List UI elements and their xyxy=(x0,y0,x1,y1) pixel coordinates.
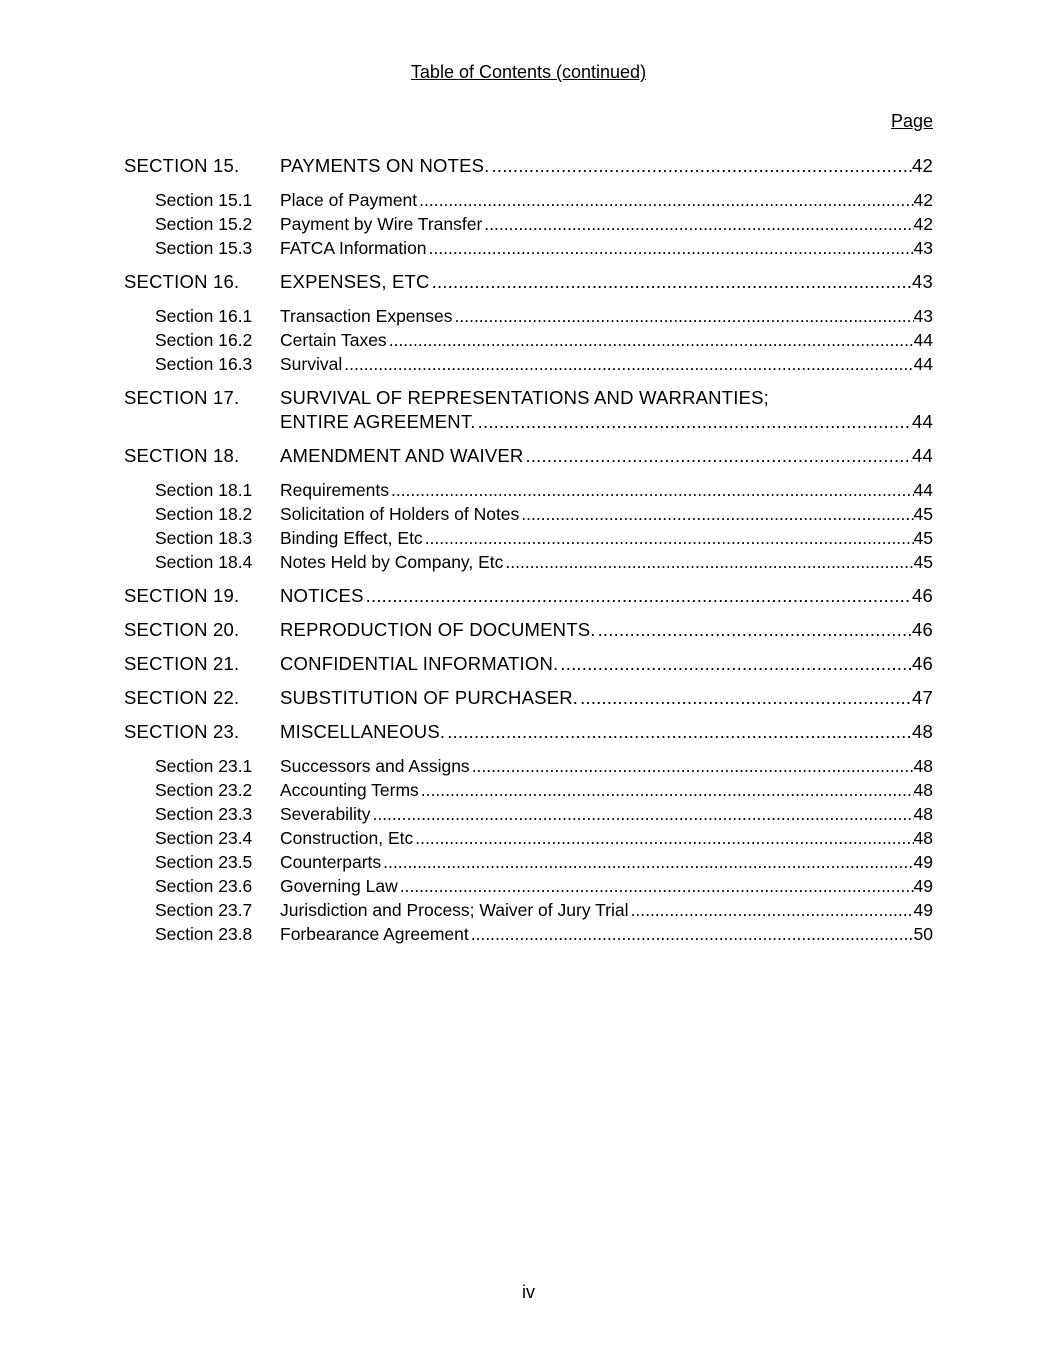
subsection-title: FATCA Information xyxy=(280,238,427,258)
subsection-number: Section 23.2 xyxy=(155,780,253,800)
subsection-number: Section 23.5 xyxy=(155,852,253,872)
page-number: 42 xyxy=(913,190,933,210)
dot-leader xyxy=(484,212,913,236)
dot-leader xyxy=(447,720,912,744)
toc-entry-section-18[interactable] xyxy=(124,444,933,468)
dot-leader xyxy=(344,352,913,376)
dot-leader xyxy=(631,898,914,922)
subsection-number: Section 15.1 xyxy=(155,190,253,210)
dot-leader xyxy=(400,874,914,898)
page-number: 45 xyxy=(913,528,933,548)
toc-entry-section-19[interactable] xyxy=(124,584,933,608)
section-number: SECTION 23. xyxy=(124,721,240,742)
dot-leader xyxy=(415,826,913,850)
section-title: CONFIDENTIAL INFORMATION. xyxy=(280,653,559,674)
subsection-title: Notes Held by Company, Etc xyxy=(280,552,504,572)
subsection-number: Section 18.3 xyxy=(155,528,253,548)
subsection-title: Survival xyxy=(280,354,343,374)
page-number: 42 xyxy=(912,155,933,176)
dot-leader xyxy=(472,754,914,778)
dot-leader xyxy=(598,618,912,642)
subsection-title: Construction, Etc xyxy=(280,828,414,848)
dot-leader xyxy=(432,270,912,294)
subsection-title: Solicitation of Holders of Notes xyxy=(280,504,520,524)
page-number: 43 xyxy=(913,238,933,258)
page-number: 46 xyxy=(912,585,933,606)
section-number: SECTION 17. xyxy=(124,387,240,408)
page-number: 44 xyxy=(913,330,933,350)
toc-entry-section-18-2[interactable] xyxy=(124,502,933,526)
subsection-number: Section 15.3 xyxy=(155,238,253,258)
toc-entry-section-16-2[interactable] xyxy=(124,328,933,352)
toc-entry-section-15-2[interactable] xyxy=(124,212,933,236)
subsection-number: Section 16.3 xyxy=(155,354,253,374)
dot-leader xyxy=(505,550,913,574)
page-number: 42 xyxy=(913,214,933,234)
subsection-number: Section 18.4 xyxy=(155,552,253,572)
subsection-number: Section 23.3 xyxy=(155,804,253,824)
subsection-number: Section 23.1 xyxy=(155,756,253,776)
toc-entry-section-16-1[interactable] xyxy=(124,304,933,328)
page-number: 44 xyxy=(912,445,933,466)
section-number: SECTION 15. xyxy=(124,155,240,176)
dot-leader xyxy=(425,526,914,550)
page-column-header: Page xyxy=(890,111,933,131)
section-title: EXPENSES, ETC xyxy=(280,271,430,292)
page-number: 43 xyxy=(913,306,933,326)
page-number: 48 xyxy=(913,780,933,800)
subsection-title: Accounting Terms xyxy=(280,780,419,800)
section-title: AMENDMENT AND WAIVER xyxy=(280,445,524,466)
table-of-contents xyxy=(124,154,933,946)
subsection-number: Section 23.6 xyxy=(155,876,253,896)
dot-leader xyxy=(389,328,914,352)
subsection-number: Section 16.2 xyxy=(155,330,253,350)
toc-entry-section-18-4[interactable] xyxy=(124,550,933,574)
dot-leader xyxy=(391,478,914,502)
toc-title: Table of Contents (continued) xyxy=(410,62,647,82)
page-number: 48 xyxy=(912,721,933,742)
toc-entry-section-23-6[interactable] xyxy=(124,874,933,898)
page-number: 46 xyxy=(912,653,933,674)
section-number: SECTION 18. xyxy=(124,445,240,466)
page-number: 45 xyxy=(913,552,933,572)
toc-entry-section-21[interactable] xyxy=(124,652,933,676)
toc-entry-section-18-3[interactable] xyxy=(124,526,933,550)
subsection-title: Severability xyxy=(280,804,371,824)
subsection-title: Place of Payment xyxy=(280,190,418,210)
dot-leader xyxy=(455,304,914,328)
subsection-number: Section 23.7 xyxy=(155,900,253,920)
subsection-title: Certain Taxes xyxy=(280,330,387,350)
subsection-title: Payment by Wire Transfer xyxy=(280,214,483,234)
page-number: 46 xyxy=(912,619,933,640)
subsection-title: Jurisdiction and Process; Waiver of Jury Trial xyxy=(280,900,629,920)
footer-page-number: iv xyxy=(522,1282,535,1302)
dot-leader xyxy=(421,778,914,802)
toc-entry-section-15-3[interactable] xyxy=(124,236,933,260)
dot-leader xyxy=(383,850,913,874)
page-number: 43 xyxy=(912,271,933,292)
dot-leader xyxy=(580,686,912,710)
dot-leader xyxy=(419,188,913,212)
toc-entry-section-23-4[interactable] xyxy=(124,826,933,850)
subsection-number: Section 23.8 xyxy=(155,924,253,944)
section-title-line-2: ENTIRE AGREEMENT. xyxy=(280,411,476,432)
page-number: 44 xyxy=(913,354,933,374)
dot-leader xyxy=(471,922,914,946)
page-number: 44 xyxy=(912,411,933,432)
page-number: 48 xyxy=(913,756,933,776)
page-number: 44 xyxy=(913,480,933,500)
subsection-number: Section 18.1 xyxy=(155,480,253,500)
section-title: PAYMENTS ON NOTES. xyxy=(280,155,490,176)
toc-entry-section-22[interactable] xyxy=(124,686,933,710)
toc-entry-section-16[interactable] xyxy=(124,270,933,294)
section-number: SECTION 20. xyxy=(124,619,240,640)
page-number: 47 xyxy=(912,687,933,708)
section-title: REPRODUCTION OF DOCUMENTS. xyxy=(280,619,596,640)
toc-entry-section-15[interactable] xyxy=(124,154,933,178)
section-title: NOTICES xyxy=(280,585,364,606)
section-number: SECTION 16. xyxy=(124,271,240,292)
page-number: 48 xyxy=(913,804,933,824)
toc-entry-section-23-1[interactable] xyxy=(124,754,933,778)
section-number: SECTION 22. xyxy=(124,687,240,708)
toc-entry-section-20[interactable] xyxy=(124,618,933,642)
toc-entry-section-15-1[interactable] xyxy=(124,188,933,212)
page-number: 49 xyxy=(913,900,933,920)
dot-leader xyxy=(492,154,912,178)
subsection-title: Governing Law xyxy=(280,876,398,896)
dot-leader xyxy=(521,502,913,526)
dot-leader xyxy=(526,444,913,468)
dot-leader xyxy=(478,410,912,434)
page-number: 49 xyxy=(913,852,933,872)
subsection-title: Requirements xyxy=(280,480,389,500)
subsection-number: Section 23.4 xyxy=(155,828,253,848)
toc-entry-section-23-7[interactable] xyxy=(124,898,933,922)
toc-entry-section-17[interactable] xyxy=(124,386,933,434)
section-number: SECTION 21. xyxy=(124,653,240,674)
page-number: 50 xyxy=(913,924,933,944)
section-title-line-1: SURVIVAL OF REPRESENTATIONS AND WARRANTIES; xyxy=(280,387,769,408)
page-number: 48 xyxy=(913,828,933,848)
section-number: SECTION 19. xyxy=(124,585,240,606)
dot-leader xyxy=(429,236,914,260)
section-title: SUBSTITUTION OF PURCHASER. xyxy=(280,687,579,708)
dot-leader xyxy=(560,652,912,676)
subsection-title: Successors and Assigns xyxy=(280,756,470,776)
toc-entry-section-23-8[interactable] xyxy=(124,922,933,946)
page-number: 49 xyxy=(913,876,933,896)
toc-entry-section-23-5[interactable] xyxy=(124,850,933,874)
subsection-number: Section 16.1 xyxy=(155,306,253,326)
subsection-title: Binding Effect, Etc xyxy=(280,528,423,548)
subsection-number: Section 18.2 xyxy=(155,504,253,524)
toc-entry-section-23-2[interactable] xyxy=(124,778,933,802)
toc-entry-section-23-3[interactable] xyxy=(124,802,933,826)
toc-entry-section-23[interactable] xyxy=(124,720,933,744)
subsection-title: Transaction Expenses xyxy=(280,306,453,326)
subsection-number: Section 15.2 xyxy=(155,214,253,234)
toc-entry-section-18-1[interactable] xyxy=(124,478,933,502)
dot-leader xyxy=(372,802,913,826)
toc-entry-section-16-3[interactable] xyxy=(124,352,933,376)
subsection-title: Forbearance Agreement xyxy=(280,924,469,944)
page-number: 45 xyxy=(913,504,933,524)
dot-leader xyxy=(366,584,912,608)
section-title: MISCELLANEOUS. xyxy=(280,721,446,742)
subsection-title: Counterparts xyxy=(280,852,382,872)
